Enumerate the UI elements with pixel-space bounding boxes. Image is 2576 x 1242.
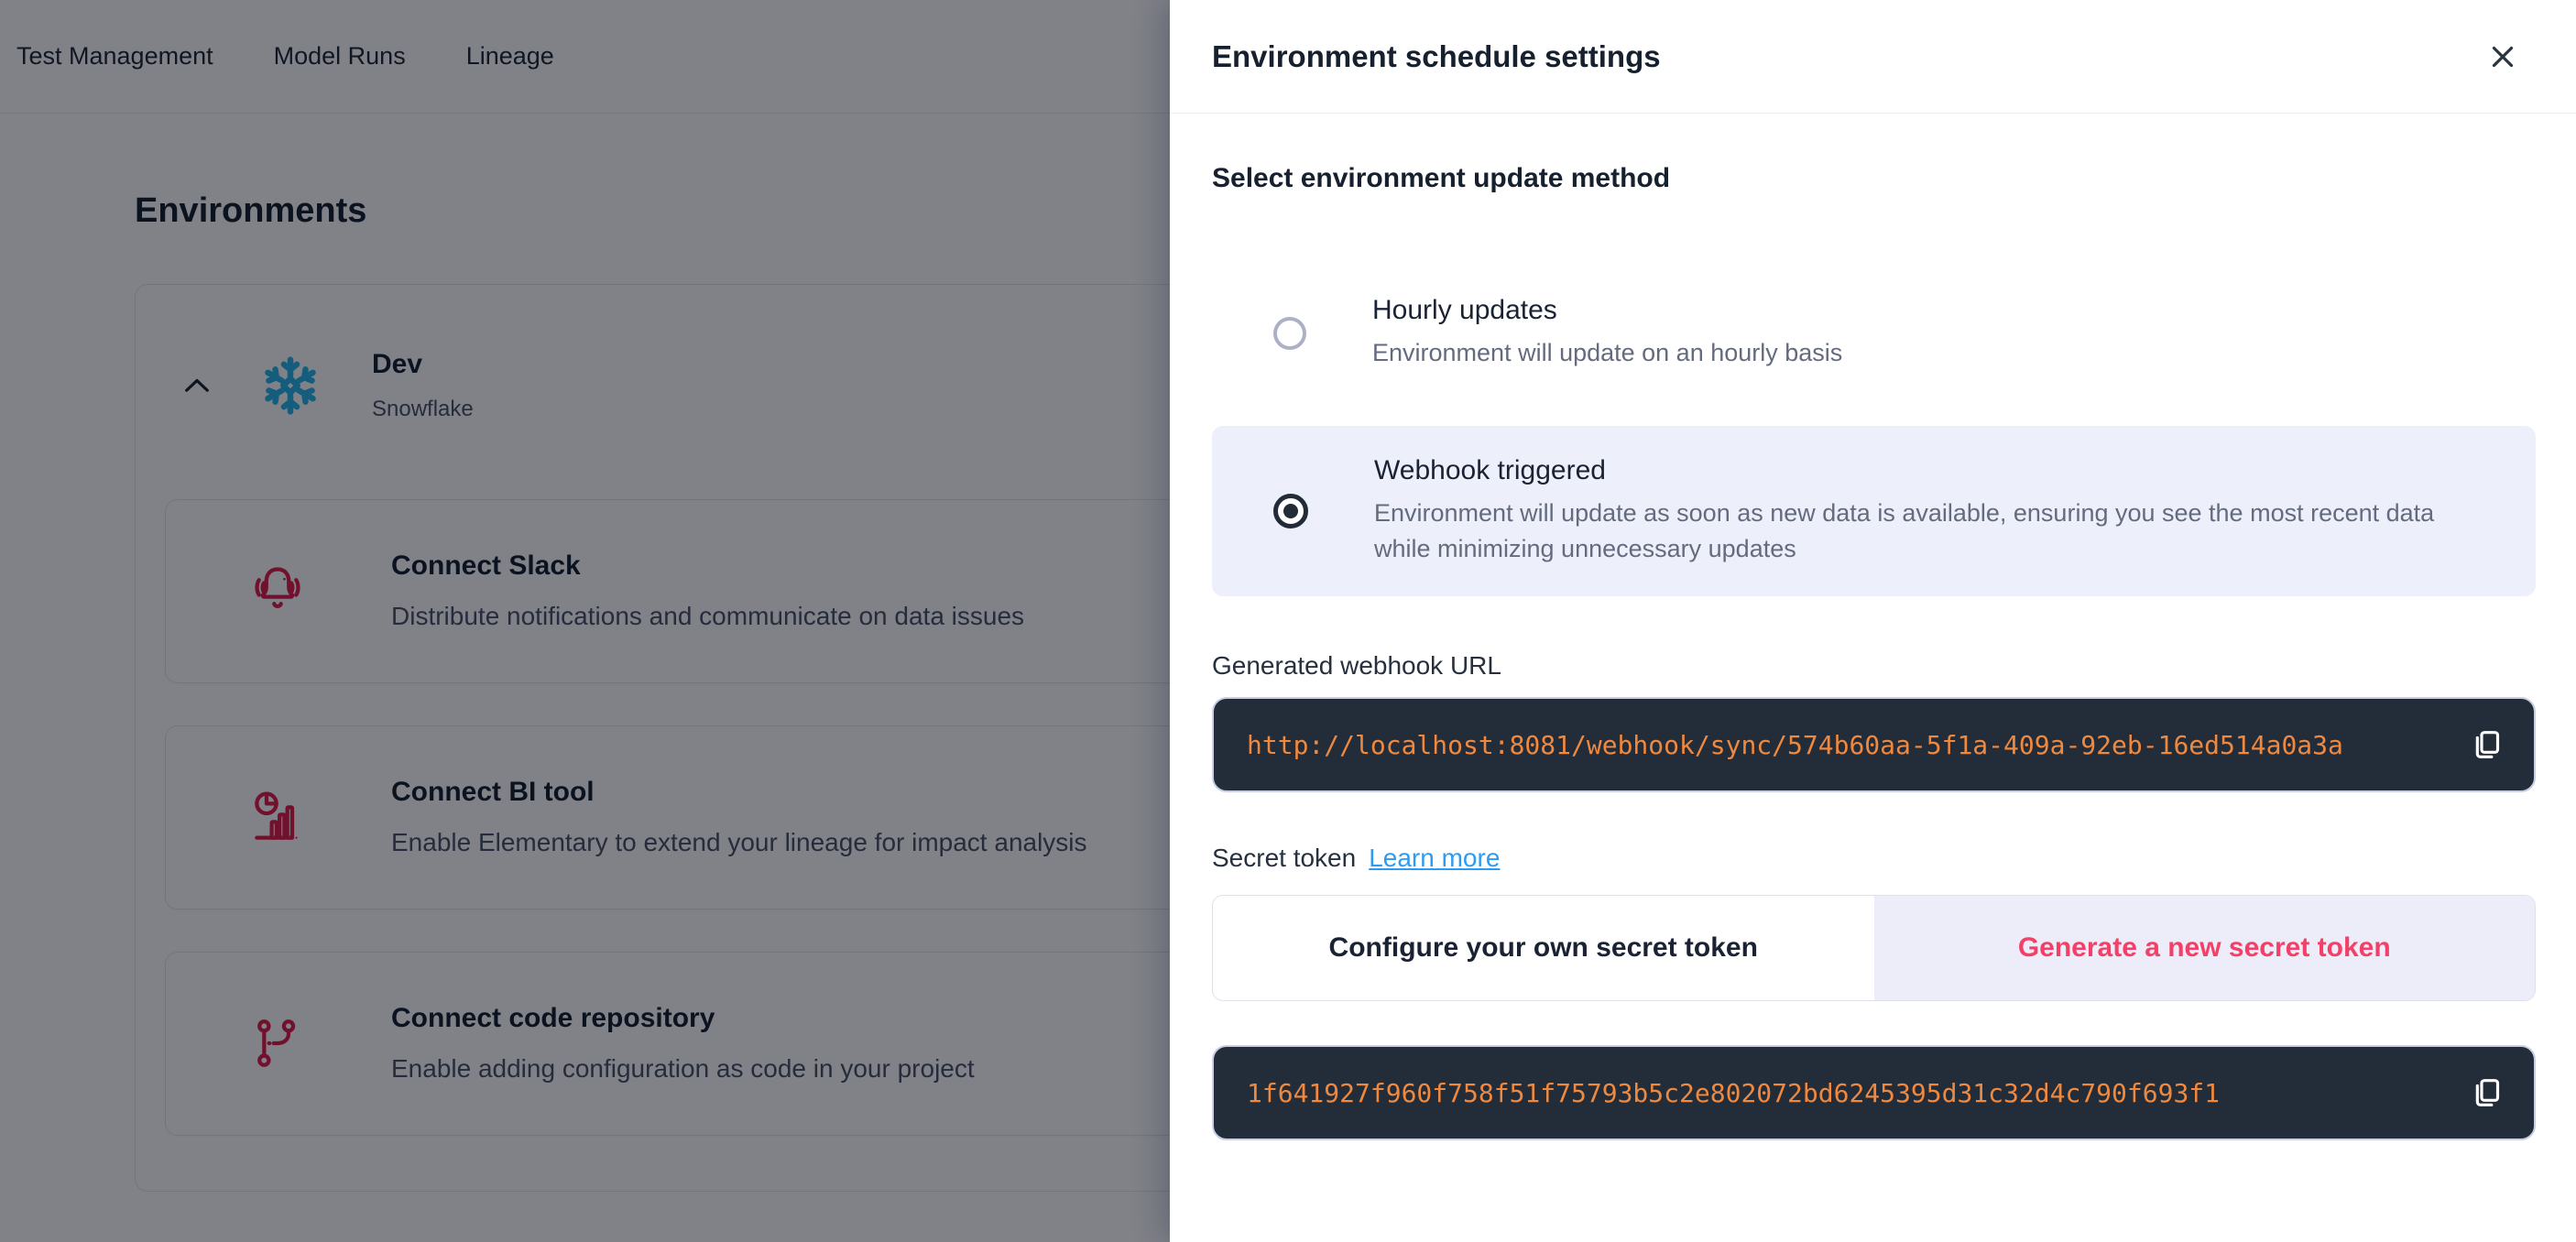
option-title: Hourly updates (1372, 295, 1557, 325)
option-hourly-updates[interactable] (1212, 267, 2536, 398)
secret-token-label-row (1212, 844, 2536, 873)
copy-icon (2468, 1074, 2505, 1111)
option-title: Webhook triggered (1374, 455, 1606, 486)
tab-configure-own-token[interactable]: Configure your own secret token (1213, 896, 1874, 1000)
drawer-body (1170, 163, 2576, 1140)
secret-token-label: Secret token (1212, 844, 1357, 873)
option-description: Environment will update on an hourly basis (1372, 339, 1843, 366)
radio-selected[interactable] (1273, 494, 1308, 528)
radio-dot (1283, 504, 1298, 518)
tab-generate-new-token[interactable]: Generate a new secret token (1874, 896, 2536, 1000)
learn-more-link[interactable]: Learn more (1369, 844, 1501, 873)
environment-schedule-drawer (1170, 0, 2576, 1242)
drawer-title: Environment schedule settings (1212, 38, 1661, 73)
option-webhook-triggered[interactable] (1212, 426, 2536, 596)
option-description: Environment will update as soon as new data is available, ensuring you see the most recent data while minimizing unnecessary updates (1374, 499, 2435, 563)
copy-webhook-url-button[interactable] (2466, 724, 2506, 765)
webhook-url-label: Generated webhook URL (1212, 651, 1501, 681)
webhook-url-block (1212, 697, 2536, 792)
close-icon (2486, 40, 2519, 73)
close-button[interactable] (2483, 37, 2523, 77)
copy-icon (2468, 726, 2505, 763)
drawer-header (1170, 0, 2576, 114)
secret-token-block (1212, 1045, 2536, 1140)
secret-token-tabs (1212, 895, 2536, 1001)
secret-token-value: 1f641927f960f758f51f75793b5c2e802072bd6245395d31c32d4c790f693f1 (1247, 1077, 2221, 1108)
webhook-url-value: http://localhost:8081/webhook/sync/574b60aa-5f1a-409a-92eb-16ed514a0a3a (1247, 729, 2343, 760)
update-method-options (1212, 267, 2536, 596)
radio-unselected[interactable] (1273, 317, 1306, 350)
section-heading: Select environment update method (1212, 163, 1671, 193)
copy-secret-token-button[interactable] (2466, 1073, 2506, 1113)
